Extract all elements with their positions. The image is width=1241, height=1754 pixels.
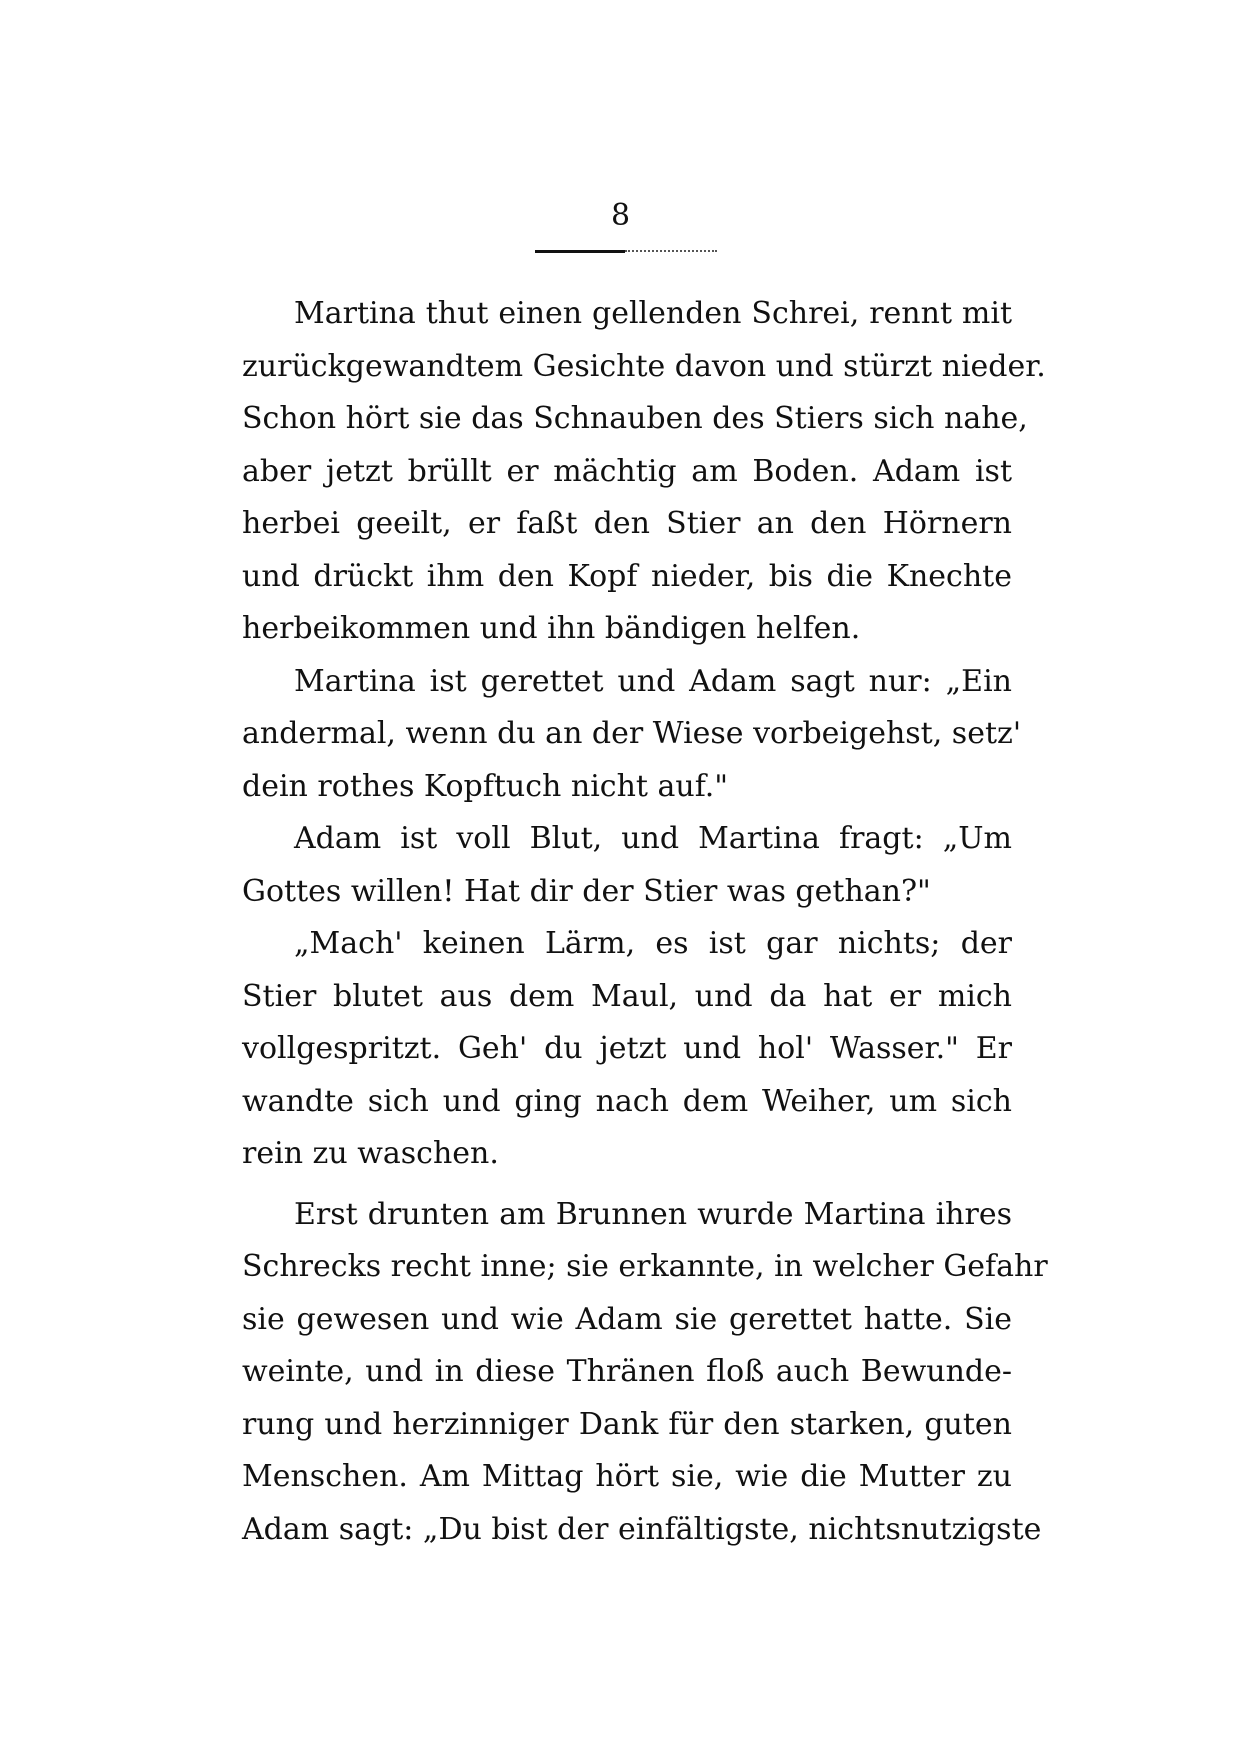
text-line: Schrecks recht inne; sie erkannte, in welcher Gefahr xyxy=(242,1249,1048,1284)
text-line: und drückt ihm den Kopf nieder, bis die Knechte xyxy=(242,558,1012,594)
header-rule xyxy=(535,250,625,253)
text-line: „Mach' keinen Lärm, es ist gar nichts; der xyxy=(294,926,1012,961)
text-line: Erst drunten am Brunnen wurde Martina ihres xyxy=(294,1196,1012,1232)
text-line: herbei geeilt, er faßt den Stier an den Hörnern xyxy=(242,506,1012,541)
text-line: rung und herzinniger Dank für den starken, guten xyxy=(242,1406,1012,1442)
text-line: zurückgewandtem Gesichte davon und stürzt nieder. xyxy=(242,348,1046,384)
text-line: wandte sich und ging nach dem Weiher, um sich xyxy=(242,1083,1012,1119)
text-line: Schon hört sie das Schnauben des Stiers sich nahe, xyxy=(242,401,1028,436)
text-line: Martina thut einen gellenden Schrei, rennt mit xyxy=(294,296,1012,331)
text-line: vollgespritzt. Geh' du jetzt und hol' Wasser." Er xyxy=(242,1031,1012,1066)
text-line: Adam ist voll Blut, und Martina fragt: „Um xyxy=(294,821,1012,856)
text-line: Menschen. Am Mittag hört sie, wie die Mutter zu xyxy=(242,1459,1012,1494)
body-text xyxy=(242,288,1048,1556)
text-line: aber jetzt brüllt er mächtig am Boden. Adam ist xyxy=(242,453,1012,489)
page-number: 8 xyxy=(610,198,631,233)
text-line: herbeikommen und ihn bändigen helfen. xyxy=(242,611,861,646)
text-line: Gottes willen! Hat dir der Stier was gethan?" xyxy=(242,873,931,909)
text-line: rein zu waschen. xyxy=(242,1136,499,1171)
text-line: sie gewesen und wie Adam sie gerettet hatte. Sie xyxy=(242,1301,1012,1337)
text-line: andermal, wenn du an der Wiese vorbeigehst, setz' xyxy=(242,716,1022,751)
text-line: weinte, und in diese Thränen floß auch Bewunde- xyxy=(242,1354,1012,1389)
text-line: Stier blutet aus dem Maul, und da hat er mich xyxy=(242,978,1012,1014)
header-rule-dots xyxy=(625,250,717,252)
text-line: Martina ist gerettet und Adam sagt nur: „Ein xyxy=(294,663,1012,699)
text-line: Adam sagt: „Du bist der einfältigste, nichtsnutzigste xyxy=(242,1511,1042,1547)
text-line: dein rothes Kopftuch nicht auf." xyxy=(242,768,729,804)
